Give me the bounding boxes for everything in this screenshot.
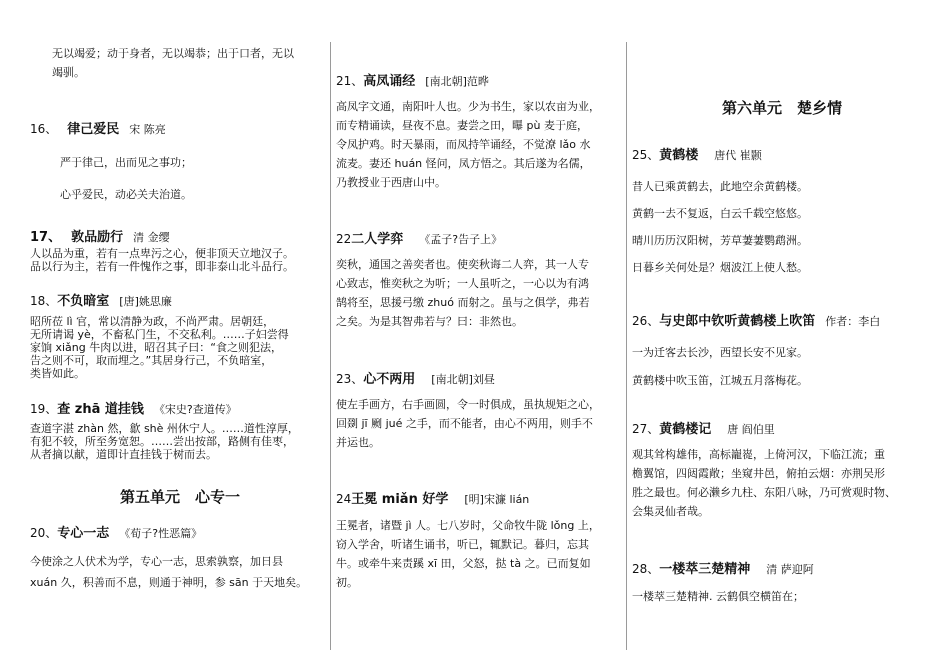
text-line: 无以竭爱；动于身者，无以竭恭；出于口者，无以 bbox=[52, 47, 294, 60]
section-title bbox=[30, 524, 330, 543]
text-line: 黄鹤一去不复返，白云千载空悠悠。 bbox=[632, 207, 808, 220]
text-line: 从者摘以献，道即计直挂钱于树而去。 bbox=[30, 448, 217, 461]
section-author: 作者：李白 bbox=[825, 315, 881, 328]
unit-6-heading: 第六单元 楚乡情 bbox=[721, 99, 842, 117]
section-number: 18、 bbox=[30, 294, 58, 308]
section-author: 唐 阎伯里 bbox=[727, 423, 775, 436]
section-heading: 二人学弈 bbox=[351, 232, 404, 247]
text-line: 昔人已乘黄鹤去，此地空余黄鹤楼。 bbox=[632, 180, 808, 193]
section-heading: 黄鹤楼 bbox=[659, 148, 699, 163]
text-line: 观其耸构雄伟，高标巃嵸，上倚河汉，下临江流；重 bbox=[632, 448, 885, 461]
section-title bbox=[632, 560, 932, 579]
section-title bbox=[30, 120, 330, 139]
section-title bbox=[336, 72, 620, 91]
text-line: 流麦。妻还 huán 怪问，凤方悟之。其后遂为名儒， bbox=[336, 157, 591, 170]
section-16 bbox=[30, 120, 330, 211]
text-line: 无所请谒 yè，不畜私门生，不交私利。……子妇尝得 bbox=[30, 328, 289, 341]
text-line: 品以行为主，若有一件愧作之事，即非泰山北斗品行。 bbox=[30, 260, 294, 273]
text-line: 而专精诵读，昼夜不息。妻尝之田，曝 pù 麦于庭， bbox=[336, 119, 588, 132]
text-line: 有犯不较，所至务宽恕。……尝出按部，路侧有佳枣， bbox=[30, 435, 294, 448]
section-22 bbox=[336, 230, 620, 331]
section-24 bbox=[336, 490, 620, 592]
section-title bbox=[632, 420, 932, 439]
section-25 bbox=[632, 146, 932, 281]
section-heading: 专心一志 bbox=[57, 526, 110, 541]
text-line: 告之则不可，取而埋之。”其居身行己，不负暗室， bbox=[30, 354, 273, 367]
text-line: 之矣。为是其智弗若与？曰：非然也。 bbox=[336, 315, 523, 328]
text-line: 王冕者，诸暨 jì 人。七八岁时，父命牧牛陇 lǒng 上， bbox=[336, 519, 600, 532]
text-line: 类皆如此。 bbox=[30, 367, 85, 380]
section-author: 《宋史?查道传》 bbox=[153, 403, 237, 416]
text-line: 令凤护鸡。时天暴雨，而凤持竿诵经，不觉潦 lǎo 水 bbox=[336, 138, 591, 151]
text-line: 并运也。 bbox=[336, 436, 380, 449]
section-heading: 一楼萃三楚精神 bbox=[659, 562, 751, 577]
section-number: 19、 bbox=[30, 402, 58, 416]
section-author: [南北朝]刘昼 bbox=[431, 373, 495, 386]
section-author: 清 金缨 bbox=[133, 231, 170, 244]
section-title bbox=[336, 370, 620, 389]
section-heading: 与史郎中钦听黄鹤楼上吹笛 bbox=[659, 314, 816, 329]
left-column bbox=[30, 0, 330, 658]
text-line: 会集灵仙者哉。 bbox=[632, 505, 709, 518]
section-author: 清 萨迎阿 bbox=[766, 563, 814, 576]
unit-5-heading: 第五单元 心专一 bbox=[119, 488, 240, 506]
text-line: 查道字湛 zhàn 然，歙 shè 州休宁人。……道性淳厚， bbox=[30, 422, 299, 435]
section-number: 26、 bbox=[632, 314, 660, 328]
section-number: 24 bbox=[336, 492, 352, 506]
text-line: 今使涂之人伏术为学，专心一志，思索孰察，加日县 bbox=[30, 555, 283, 568]
section-28 bbox=[632, 560, 932, 606]
section-author: 《荀子?性恶篇》 bbox=[119, 527, 203, 540]
text-line: 昭所莅 lì 官，常以清静为政，不尚严肃。居朝廷， bbox=[30, 315, 275, 328]
section-heading: 高凤诵经 bbox=[363, 74, 416, 89]
text-line: 乃教授业于西唐山中。 bbox=[336, 176, 446, 189]
section-26 bbox=[632, 312, 932, 395]
section-20 bbox=[30, 524, 330, 593]
section-title bbox=[632, 312, 932, 331]
section-title bbox=[30, 228, 330, 247]
text-line: 牛。或牵牛来责蹊 xī 田，父怒，挞 tà 之。已而复如 bbox=[336, 557, 591, 570]
text-line: 黄鹤楼中吹玉笛，江城五月落梅花。 bbox=[632, 374, 808, 387]
right-column bbox=[632, 0, 932, 658]
section-title bbox=[632, 146, 932, 165]
section-27 bbox=[632, 420, 932, 521]
text-line: 一楼萃三楚精神. 云鹤俱空横笛在； bbox=[632, 590, 804, 603]
section-heading: 敦品励行 bbox=[71, 230, 124, 245]
section-number: 21、 bbox=[336, 74, 364, 88]
section-author: [南北朝]范晔 bbox=[425, 75, 489, 88]
text-line: 窃入学舍，听诸生诵书，听已，辄默记。暮归，忘其 bbox=[336, 538, 589, 551]
text-line: 一为迁客去长沙，西望长安不见家。 bbox=[632, 346, 808, 359]
section-number: 23、 bbox=[336, 372, 364, 386]
middle-column bbox=[336, 0, 620, 658]
text-line: 初。 bbox=[336, 576, 358, 589]
text-line: 回剟 jī 劂 jué 之手，而不能者，由心不两用，则手不 bbox=[336, 417, 593, 430]
section-author: [明]宋濂 lián bbox=[464, 493, 530, 506]
text-line: 晴川历历汉阳树，芳草萋萋鹦鹉洲。 bbox=[632, 234, 808, 247]
section-18 bbox=[30, 292, 330, 380]
text-line: 高凤字文通，南阳叶人也。少为书生，家以农亩为业， bbox=[336, 100, 600, 113]
section-heading: 不负暗室 bbox=[57, 294, 110, 309]
section-heading: 律己爱民 bbox=[67, 122, 120, 137]
section-23 bbox=[336, 370, 620, 452]
text-line: 奕秋，通国之善奕者也。使奕秋诲二人弈，其一人专 bbox=[336, 258, 589, 271]
text-line: 竭驯。 bbox=[52, 66, 85, 79]
text-line: 使左手画方，右手画圆，令一时俱成，虽执规矩之心， bbox=[336, 398, 600, 411]
section-author: 《孟子?告子上》 bbox=[419, 233, 503, 246]
section-heading: 查 zhā 道挂钱 bbox=[57, 402, 144, 417]
text-line: 人以品为重，若有一点卑污之心，便非顶天立地汉子。 bbox=[30, 247, 294, 260]
section-number: 17、 bbox=[30, 230, 62, 245]
text-line: 胜之最也。何必濑乡九柱、东阳八咏，乃可赏观时物、 bbox=[632, 486, 896, 499]
section-19 bbox=[30, 400, 330, 461]
column-divider-right bbox=[626, 42, 627, 650]
text-line: xuán 久，积善而不息，则通于神明，参 sān 于天地矣。 bbox=[30, 576, 308, 589]
section-author: 宋 陈亮 bbox=[129, 123, 166, 136]
text-line: 心致志，惟奕秋之为听；一人虽听之，一心以为有鸿 bbox=[336, 277, 589, 290]
section-author: [唐]姚思廉 bbox=[119, 295, 172, 308]
column-divider-left bbox=[330, 42, 331, 650]
section-title bbox=[336, 490, 620, 509]
section-author: 唐代 崔颢 bbox=[714, 149, 762, 162]
section-number: 28、 bbox=[632, 562, 660, 576]
text-line: 心乎爱民，动必关夫治道。 bbox=[60, 188, 192, 201]
section-number: 20、 bbox=[30, 526, 58, 540]
section-heading: 黄鹤楼记 bbox=[659, 422, 712, 437]
section-title bbox=[336, 230, 620, 249]
section-21 bbox=[336, 72, 620, 192]
section-number: 22 bbox=[336, 232, 352, 246]
text-line: 严于律己，出而见之事功； bbox=[60, 156, 192, 169]
text-line: 鹄将至，思援弓缴 zhuó 而射之。虽与之俱学，弗若 bbox=[336, 296, 590, 309]
section-17 bbox=[30, 228, 330, 273]
text-line: 檐翼馆，四闼霞敞；坐窥井邑，俯拍云烟：亦荆吴形 bbox=[632, 467, 885, 480]
section-heading: 心不两用 bbox=[363, 372, 416, 387]
section-heading: 王冕 miǎn 好学 bbox=[351, 492, 449, 507]
intro-passage bbox=[30, 44, 330, 82]
section-number: 16、 bbox=[30, 122, 58, 136]
section-title bbox=[30, 292, 330, 311]
text-line: 日暮乡关何处是？烟波江上使人愁。 bbox=[632, 261, 808, 274]
section-number: 25、 bbox=[632, 148, 660, 162]
text-line: 家饷 xiǎng 牛肉以进，昭召其子曰：“食之则犯法， bbox=[30, 341, 282, 354]
section-number: 27、 bbox=[632, 422, 660, 436]
section-title bbox=[30, 400, 330, 419]
